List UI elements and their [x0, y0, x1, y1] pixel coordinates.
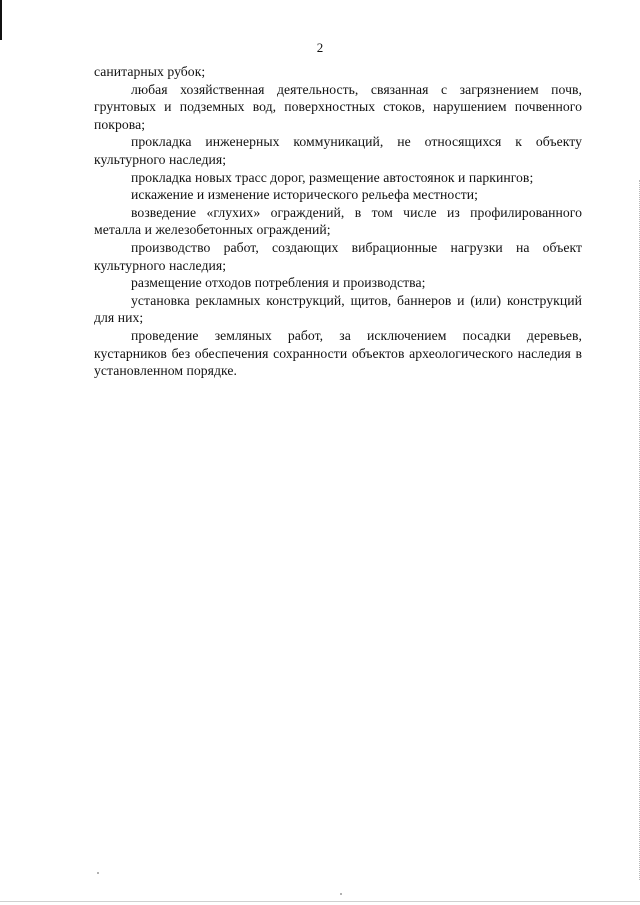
paragraph-continuation: санитарных рубок; — [94, 64, 206, 79]
paragraph-engineering-communications: прокладка инженерных коммуникаций, не относящихся к объекту культурного наследия; — [94, 134, 582, 167]
paragraph-waste-placement: размещение отходов потребления и производства; — [131, 275, 426, 291]
paragraph-economic-activity: любая хозяйственная деятельность, связанная с загрязнением почв, грунтовых и подземных вод, поверхностных стоков, нарушением почвенного покрова; — [94, 81, 582, 132]
paragraph-advertising-structures: установка рекламных конструкций, щитов, баннеров и (или) конструкций для них; — [94, 292, 582, 326]
paragraph-roads-parking: прокладка новых трасс дорог, размещение автостоянок и паркингов; — [131, 169, 534, 185]
scan-speck — [97, 872, 99, 874]
scan-edge-left — [0, 0, 2, 40]
paragraph-vibration-works: производство работ, создающих вибрационные нагрузки на объект культурного наследия; — [94, 239, 582, 273]
paragraph-earthworks: проведение земляных работ, за исключением посадки деревьев, кустарников без обеспечения сохранности объектов археологического наследия в установленном порядке. — [94, 327, 582, 379]
scan-edge-bottom — [0, 901, 640, 902]
scan-speck — [340, 893, 342, 895]
document-body — [94, 63, 582, 380]
paragraph-relief-distortion: искажение и изменение исторического рельефа местности; — [131, 187, 479, 203]
page-number: 2 — [316, 40, 324, 55]
paragraph-blind-fences: возведение «глухих» ограждений, в том числе из профилированного металла и железобетонных ограждений; — [94, 204, 582, 238]
